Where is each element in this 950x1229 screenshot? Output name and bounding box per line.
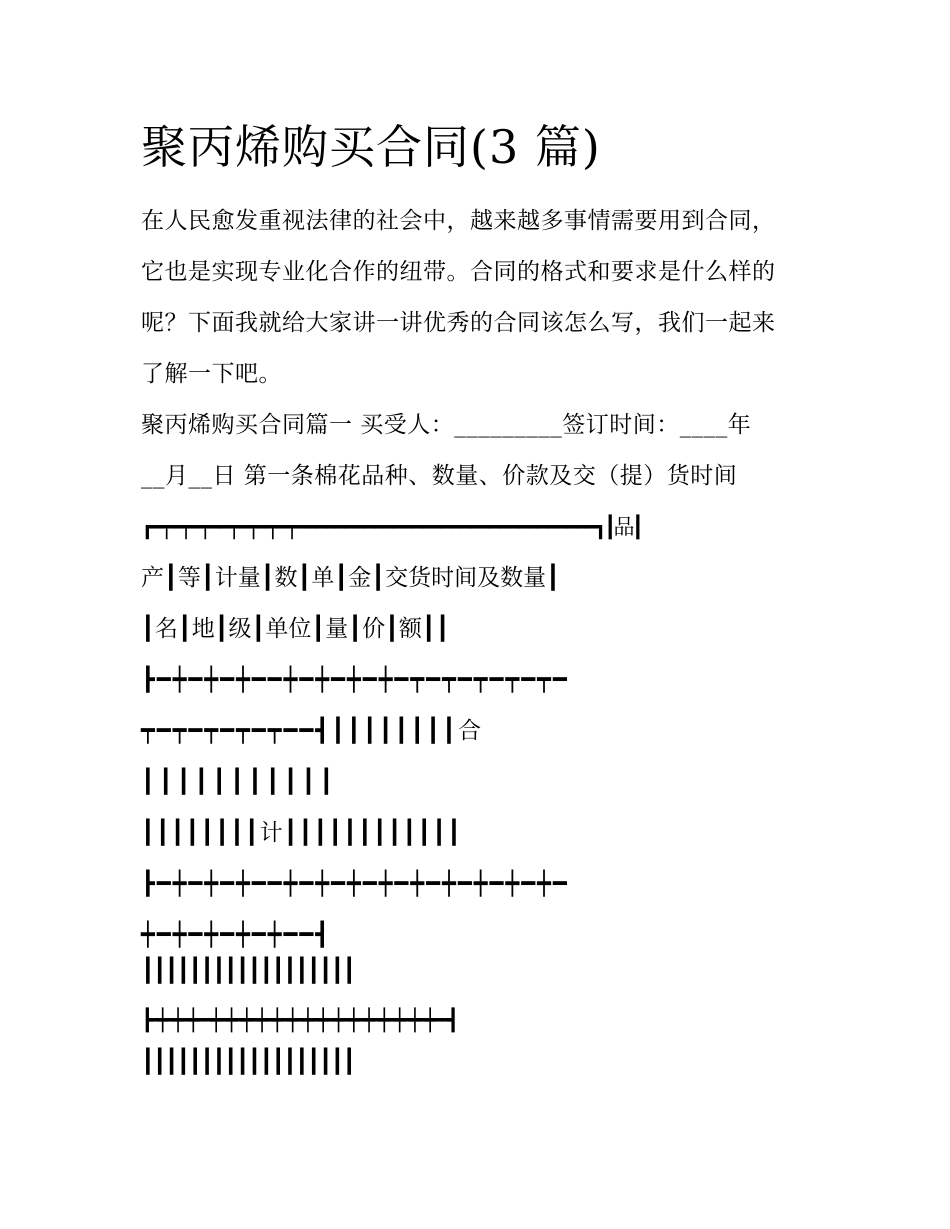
table-line-8: ┣━┿━┿━┿━━┿━┿━┿━┿━┿━┿━┿━┿━┿━	[141, 871, 569, 897]
table-line-2: 产┃等┃计量┃数┃单┃金┃交货时间及数量┃	[141, 565, 560, 591]
table-line-5: ┯━┯━┯━┯━┯━━┫┃┃┃┃┃┃┃┃合	[141, 718, 483, 744]
intro-line-1: 在人民愈发重视法律的社会中，越来越多事情需要用到合同，	[141, 208, 776, 234]
intro-line-3: 呢？下面我就给大家讲一讲优秀的合同该怎么写，我们一起来	[141, 310, 776, 336]
table-line-12: ┃┃┃┃┃┃┃┃┃┃┃┃┃┃┃┃┃┃	[141, 1049, 355, 1075]
table-line-3: ┃名┃地┃级┃单位┃量┃价┃额┃┃	[141, 616, 450, 642]
table-line-6: ┃┃┃┃┃┃┃┃┃┃┃	[141, 769, 338, 795]
table-line-4: ┣━┿━┿━┿━━┿━┿━┿━┿━┯━┯━┯━┯━┯━	[141, 667, 569, 693]
table-line-1: ┏━┯━┯━┯━━┯━┯━┯━┯━━━━━━━━━━━━━━━━━━━━━━━━━━━━━━━┓┃品┃	[141, 515, 642, 539]
document-title: 聚丙烯购买合同(3 篇)	[141, 120, 601, 174]
table-line-9: ┿━┿━┿━┿━┿━━┫	[141, 922, 332, 948]
table-line-10: ┃┃┃┃┃┃┃┃┃┃┃┃┃┃┃┃┃┃	[141, 958, 355, 984]
contract-heading-line: 聚丙烯购买合同篇一 买受人：_________签订时间：____年	[141, 412, 752, 438]
intro-line-2: 它也是实现专业化合作的纽带。合同的格式和要求是什么样的	[141, 259, 776, 285]
intro-line-4: 了解一下吧。	[141, 361, 282, 387]
table-line-11: ┣━┿━┿━┿━━┿━┿━┿━┿━┿━┿━┿━┿━┿━┿━┿━┿━┿━┿━┿━━┫	[141, 1008, 455, 1032]
contract-clause-line: __月__日 第一条棉花品种、数量、价款及交（提）货时间	[141, 463, 738, 489]
table-line-7: ┃┃┃┃┃┃┃┃计┃┃┃┃┃┃┃┃┃┃┃┃	[141, 820, 462, 846]
